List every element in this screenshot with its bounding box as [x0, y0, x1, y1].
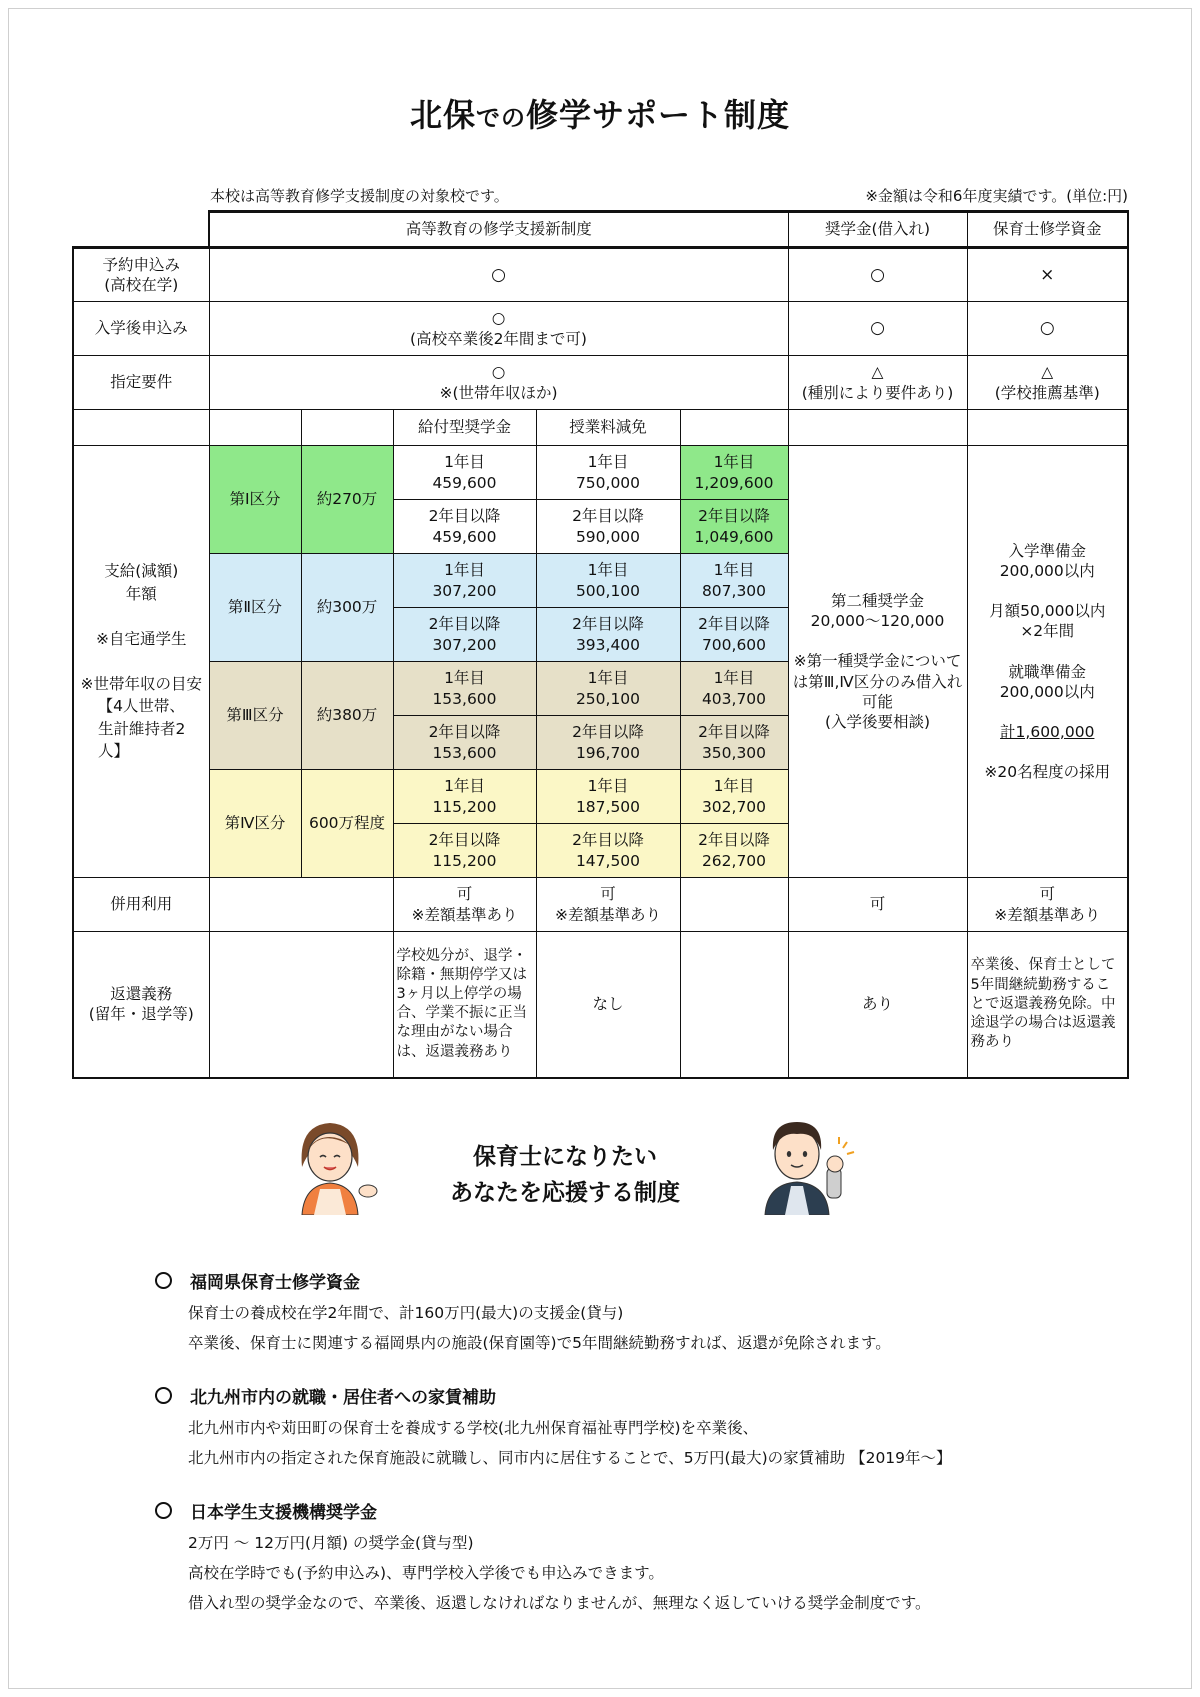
requirement-row	[73, 356, 1128, 410]
bracket3-y2-tuition: 2年目以降 196,700	[536, 716, 680, 770]
reserve-row	[73, 248, 1128, 302]
bracket1-y1-total: 1年目 1,209,600	[680, 446, 788, 500]
bracket3-y1-tuition: 1年目 250,100	[536, 662, 680, 716]
reserve-new: ○	[209, 248, 788, 302]
bracket1-y1-tuition: 1年目 750,000	[536, 446, 680, 500]
header-row	[73, 212, 1128, 248]
bracket2-y1-grant: 1年目 307,200	[393, 554, 536, 608]
loan-payment: 第二種奨学金 20,000～120,000 ※第一種奨学金については第Ⅲ,Ⅳ区分のみ借入れ可能 (入学後要相談)	[788, 446, 967, 878]
target-school-note: 本校は高等教育修学支援制度の対象校です。	[210, 187, 509, 205]
bracket4-y1-total: 1年目 302,700	[680, 770, 788, 824]
section-jasso: 日本学生支援機構奨学金 2万円 ～ 12万円(月額) の奨学金(貸与型) 高校在学時でも(予約申込み)、専門学校入学後でも申込みできます。 借入れ型の奨学金なので、卒業後、返還しなければなりませんが、無理なく返していける奨学金制度です。	[155, 1498, 1075, 1613]
bracket1-y2-grant: 2年目以降 459,600	[393, 500, 536, 554]
bracket1-name: 第Ⅰ区分	[209, 446, 301, 554]
bracket3-name: 第Ⅲ区分	[209, 662, 301, 770]
bracket1-y2-tuition: 2年目以降 590,000	[536, 500, 680, 554]
repay-loan: あり	[788, 932, 967, 1078]
repay-hoiku: 卒業後、保育士として5年間継続勤務することで返還義務免除。中途退学の場合は返還義務あり	[967, 932, 1128, 1078]
page-title: 北保での修学サポート制度	[409, 96, 791, 134]
combined-row	[73, 878, 1128, 932]
bracket3-y2-grant: 2年目以降 153,600	[393, 716, 536, 770]
after-loan: ○	[788, 302, 967, 356]
circle-bullet-icon	[155, 1387, 172, 1404]
bracket4-name: 第Ⅳ区分	[209, 770, 301, 878]
requirement-hoiku: △ (学校推薦基準)	[967, 356, 1128, 410]
bracket4-income: 600万程度	[301, 770, 393, 878]
subheader-row	[73, 410, 1128, 446]
bracket1-year1-row	[73, 446, 1128, 500]
unit-note: ※金額は令和6年度実績です。(単位:円)	[865, 187, 1128, 205]
bracket3-income: 約380万	[301, 662, 393, 770]
bracket2-y2-tuition: 2年目以降 393,400	[536, 608, 680, 662]
bracket3-y2-total: 2年目以降 350,300	[680, 716, 788, 770]
support-table	[72, 210, 1129, 1079]
after-row	[73, 302, 1128, 356]
repay-tuition: なし	[536, 932, 680, 1078]
combined-hoiku: 可 ※差額基準あり	[967, 878, 1128, 932]
requirement-label: 指定要件	[73, 356, 209, 410]
bracket1-income: 約270万	[301, 446, 393, 554]
repay-grant: 学校処分が、退学・除籍・無期停学又は3ヶ月以上停学の場合、学業不振に正当な理由がない場合は、返還義務あり	[393, 932, 536, 1078]
subheader-grant: 給付型奨学金	[393, 410, 536, 446]
bracket2-y1-tuition: 1年目 500,100	[536, 554, 680, 608]
header-loan: 奨学金(借入れ)	[788, 212, 967, 248]
requirement-loan: △ (種別により要件あり)	[788, 356, 967, 410]
man-illustration	[755, 1110, 855, 1215]
bracket4-y2-grant: 2年目以降 115,200	[393, 824, 536, 878]
payment-label: 支給(減額) 年額 ※自宅通学生 ※世帯年収の目安 【4人世帯、 生計維持者2人】	[73, 446, 209, 878]
combined-label: 併用利用	[73, 878, 209, 932]
bracket2-y2-grant: 2年目以降 307,200	[393, 608, 536, 662]
bracket1-y2-total: 2年目以降 1,049,600	[680, 500, 788, 554]
bracket4-y2-total: 2年目以降 262,700	[680, 824, 788, 878]
reserve-loan: ○	[788, 248, 967, 302]
repay-label: 返還義務 (留年・退学等)	[73, 932, 209, 1078]
bracket3-y1-grant: 1年目 153,600	[393, 662, 536, 716]
header-new-system: 高等教育の修学支援新制度	[209, 212, 788, 248]
bracket3-y1-total: 1年目 403,700	[680, 662, 788, 716]
bracket2-income: 約300万	[301, 554, 393, 662]
reserve-hoiku: ×	[967, 248, 1128, 302]
repay-row	[73, 932, 1128, 1078]
bracket2-y2-total: 2年目以降 700,600	[680, 608, 788, 662]
combined-grant: 可 ※差額基準あり	[393, 878, 536, 932]
reserve-label: 予約申込み (高校在学)	[73, 248, 209, 302]
requirement-new: ○ ※(世帯年収ほか)	[209, 356, 788, 410]
after-label: 入学後申込み	[73, 302, 209, 356]
woman-illustration	[290, 1115, 386, 1215]
hoiku-payment: 入学準備金 200,000以内 月額50,000以内 ×2年間 就職準備金 200,000以内 計1,600,000 ※20名程度の採用	[967, 446, 1128, 878]
bracket4-y2-tuition: 2年目以降 147,500	[536, 824, 680, 878]
section-kitakyushu: 北九州市内の就職・居住者への家賃補助 北九州市内や苅田町の保育士を養成する学校(北九州保育福祉専門学校)を卒業後、 北九州市内の指定された保育施設に就職し、同市内に居住することで、5万円(最大)の家賃補助 【2019年～】	[155, 1383, 1075, 1468]
bracket4-y1-tuition: 1年目 187,500	[536, 770, 680, 824]
slogan: 保育士になりたい あなたを応援する制度	[450, 1144, 680, 1206]
bracket1-y1-grant: 1年目 459,600	[393, 446, 536, 500]
after-hoiku: ○	[967, 302, 1128, 356]
combined-tuition: 可 ※差額基準あり	[536, 878, 680, 932]
combined-loan: 可	[788, 878, 967, 932]
header-hoiku: 保育士修学資金	[967, 212, 1128, 248]
subheader-tuition: 授業料減免	[536, 410, 680, 446]
bracket2-name: 第Ⅱ区分	[209, 554, 301, 662]
bracket2-y1-total: 1年目 807,300	[680, 554, 788, 608]
bracket4-y1-grant: 1年目 115,200	[393, 770, 536, 824]
circle-bullet-icon	[155, 1502, 172, 1519]
circle-bullet-icon	[155, 1272, 172, 1289]
after-new: ○ (高校卒業後2年間まで可)	[209, 302, 788, 356]
section-fukuoka: 福岡県保育士修学資金 保育士の養成校在学2年間で、計160万円(最大)の支援金(貸与) 卒業後、保育士に関連する福岡県内の施設(保育園等)で5年間継続勤務すれば、返還が免除されます。	[155, 1268, 1075, 1353]
